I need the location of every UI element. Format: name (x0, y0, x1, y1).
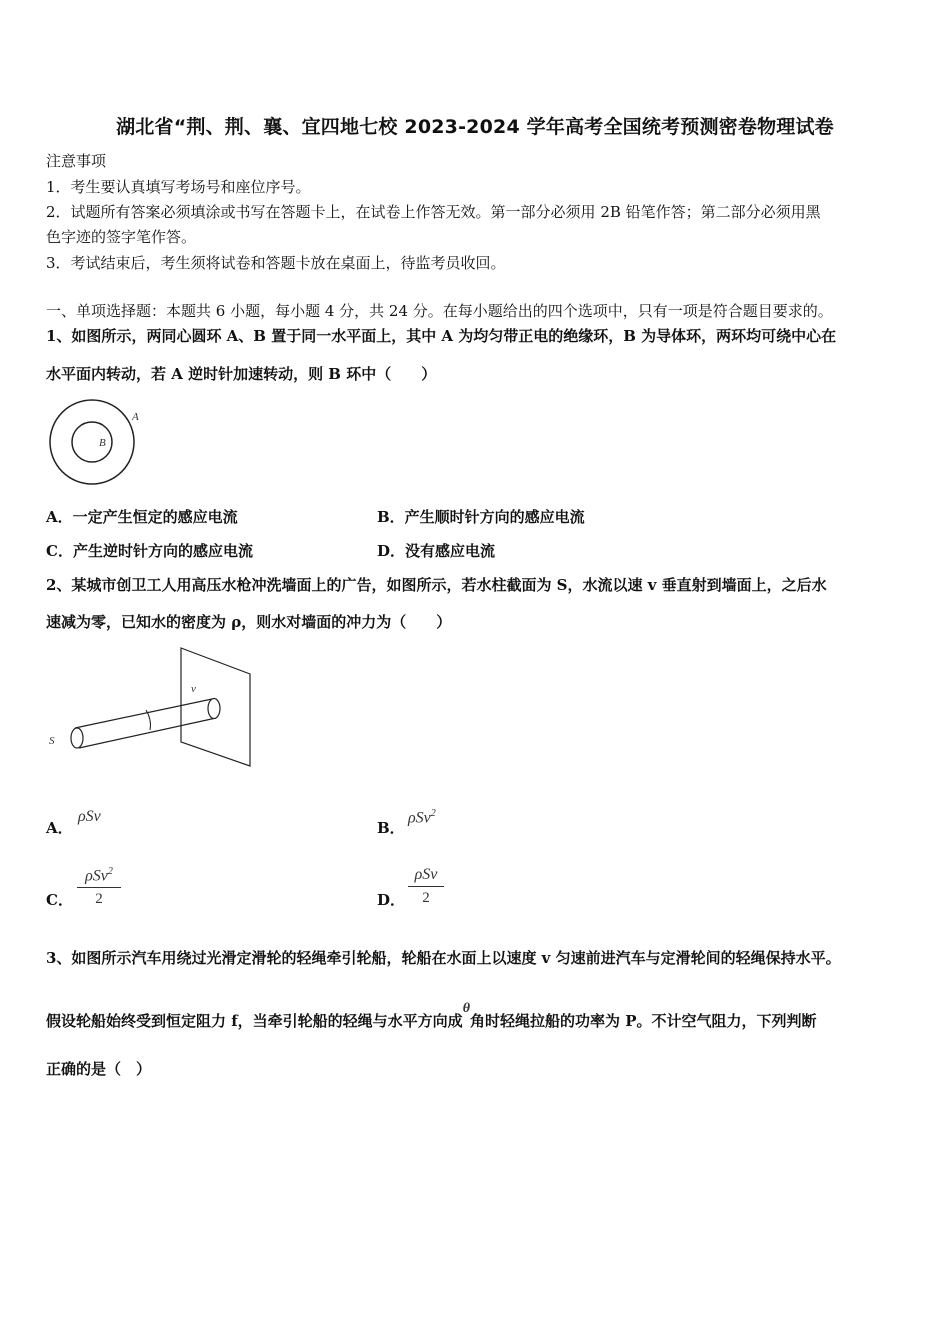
q1-option-c[interactable]: C．产生逆时针方向的感应电流 (46, 542, 253, 560)
ring-a (50, 400, 134, 484)
ring-b-label: B (99, 437, 106, 449)
jet-end (208, 699, 220, 719)
page-title: 湖北省“荆、荆、襄、宜四地七校 2023-2024 学年高考全国统考预测密卷物理试卷 (116, 116, 834, 138)
notice-item-1: 1．考生要认真填写考场号和座位序号。 (46, 178, 311, 196)
q2-option-a-label[interactable]: A． (46, 819, 73, 837)
q3-text-line-3: 正确的是（ ） (46, 1060, 152, 1078)
notice-heading: 注意事项 (46, 152, 107, 170)
q3-text-line-1: 3、如图所示汽车用绕过光滑定滑轮的轻绳牵引轮船，轮船在水面上以速度 v 匀速前进汽车与定滑轮间的轻绳保持水平。 (46, 949, 841, 967)
cross-section-label: S (49, 735, 55, 747)
q2-option-b-label[interactable]: B． (377, 819, 405, 837)
notice-item-3: 3．考试结束后，考生须将试卷和答题卡放在桌面上，待监考员收回。 (46, 254, 506, 272)
q1-option-b[interactable]: B．产生顺时针方向的感应电流 (377, 508, 585, 526)
q2-option-b-expr[interactable]: ρSv$^2$ (408, 808, 436, 827)
velocity-label: v (191, 683, 196, 695)
q1-option-a[interactable]: A．一定产生恒定的感应电流 (46, 508, 238, 526)
jet-cross-section (71, 728, 83, 748)
q1-text-line-2: 水平面内转动，若 A 逆时针加速转动，则 B 环中（ ） (46, 365, 437, 383)
notice-item-2: 2．试题所有答案必须填涂或书写在答题卡上，在试卷上作答无效。第一部分必须用 2B 铅笔作答；第二部分必须用黑 (46, 203, 821, 221)
theta-symbol: θ (462, 1001, 470, 1016)
q2-option-c-label[interactable]: C． (46, 891, 73, 909)
q2-option-d-fraction[interactable]: ρSv 2 (408, 866, 444, 907)
ring-b (72, 422, 112, 462)
q2-text-line-1: 2、某城市创卫工人用高压水枪冲洗墙面上的广告，如图所示，若水柱截面为 S，水流以速 v 垂直射到墙面上，之后水 (46, 576, 827, 594)
q2-water-jet-figure (44, 644, 264, 770)
section-heading: 一、单项选择题：本题共 6 小题，每小题 4 分，共 24 分。在每小题给出的四个选项中，只有一项是符合题目要求的。 (46, 302, 833, 320)
q1-option-d[interactable]: D．没有感应电流 (377, 542, 496, 560)
q2-option-a-expr[interactable]: ρSv (78, 808, 101, 825)
q2-text-line-2: 速减为零，已知水的密度为 ρ，则水对墙面的冲力为（ ） (46, 613, 452, 631)
q2-option-c-fraction[interactable]: ρSv$^2$ 2 (77, 866, 121, 908)
notice-item-2-cont: 色字迹的签字笔作答。 (46, 228, 197, 246)
ring-a-label: A (132, 411, 139, 423)
q2-option-d-label[interactable]: D． (377, 891, 406, 909)
q3-text-line-2: 假设轮船始终受到恒定阻力 f，当牵引轮船的轻绳与水平方向成θ角时轻绳拉船的功率为 P。不计空气阻力，下列判断 (46, 1001, 817, 1030)
q1-text-line-1: 1、如图所示，两同心圆环 A、B 置于同一水平面上，其中 A 为均匀带正电的绝缘环，B 为导体环，两环均可绕中心在 (46, 327, 837, 345)
q1-concentric-rings-figure (44, 396, 148, 490)
